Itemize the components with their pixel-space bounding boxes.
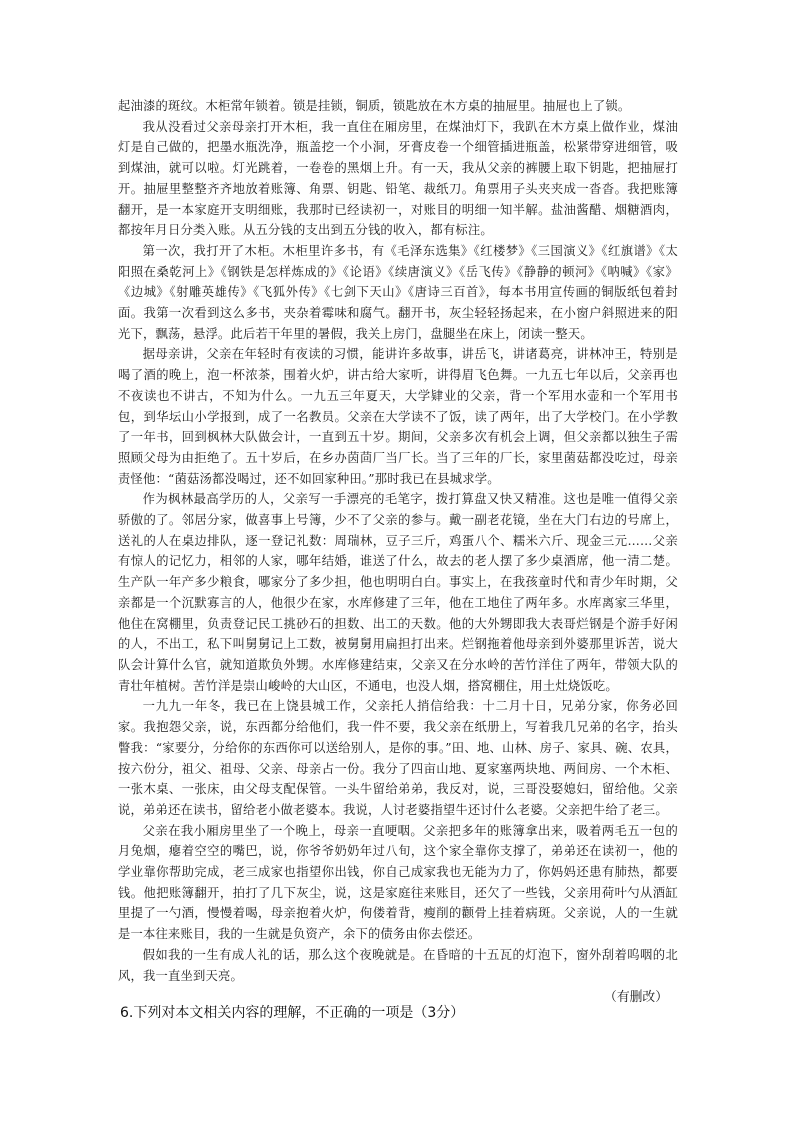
paragraph-1: 起油漆的斑纹。木柜常年锁着。锁是挂锁，铜质，锁匙放在木方桌的抽屉里。抽屉也上了锁。 (118, 99, 631, 113)
paragraph-3: 第一次，我打开了木柜。木柜里许多书，有《毛泽东选集》《红楼梦》《三国演义》《红旗谱》《太阳照在桑乾河上》《钢铁是怎样炼成的》《论语》《续唐演义》《岳飞传》《静静的顿河》《呐喊》《家》《边城》《射雕英雄传》《飞狐外传》《七剑下天山》《唐诗三百首》，每本书用宣传画的铜版纸包着封面。我第一次看到这么多书，夹杂着霉味和腐气。翻开书，灰尘轻轻扬起来，在小窗户斜照进来的阳光下，飘荡，悬浮。此后若干年里的暑假，我关上房门，盘腿坐在床上，闭读一整天。 (118, 243, 678, 341)
edit-note: （有删改） (604, 990, 668, 1006)
paragraph-6: 一九九一年冬，我已在上饶县城工作，父亲托人捎信给我：十二月十日，兄弟分家，你务必回家。我抱怨父亲，说，东西都分给他们，我一件不要，我父亲在纸册上，写着我几兄弟的名字，抬头瞥我：“家要分，分给你的东西你可以送给别人，是你的事。”田、地、山林、房子、家具、碗、农具，按六份分，祖父、祖母、父亲、母亲占一份。我分了四亩山地、夏家塞两块地、两间房、一个木柜、一张木桌、一张床，由父母支配保管。一头牛留给弟弟，我反对，说，三哥没娶媳妇，留给他。父亲说，弟弟还在读书，留给老小做老婆本。我说，人讨老婆指望牛还讨什么老婆。父亲把牛给了老三。 (118, 699, 678, 817)
paragraph-7: 父亲在我小厢房里坐了一个晚上，母亲一直哽咽。父亲把多年的账簿拿出来，吸着两毛五一包的月兔烟，瘪着空空的嘴巴，说，你爷爷奶奶年过八旬，这个家全靠你支撑了，弟弟还在读初一，他的学业靠你帮助完成，老三成家也指望你出钱，你自己成家我也无能为力了，你妈妈还患有肺热，都要钱。他把账簿翻开，拍打了几下灰尘，说，这是家庭往来账目，还欠了一些钱，父亲用荷叶勺从酒缸里提了一勺酒，慢慢着喝，母亲抱着火炉，佝偻着背，瘦削的颧骨上挂着病斑。父亲说，人的一生就是一本往来账目，我的一生就是负资产，余下的债务由你去偿还。 (118, 823, 678, 942)
document-body (118, 96, 678, 1008)
question-stem: 6.下列对本文相关内容的理解，不正确的一项是（3分） (120, 1005, 465, 1021)
paragraph-5: 作为枫林最高学历的人，父亲写一手漂亮的毛笔字，拨打算盘又快又精准。这也是唯一值得父亲骄傲的了。邻居分家，做喜事上号簿，少不了父亲的参与。戴一副老花镜，坐在大门右边的号席上，送礼的人在桌边排队，逐一登记礼数：周瑞林，豆子三斤，鸡蛋八个、糯米六斤、现金三元……父亲有惊人的记忆力，相邻的人家，哪年结婚，谁送了什么，故去的老人摆了多少桌酒席，他一清二楚。生产队一年产多少粮食，哪家分了多少担，他也明明白白。事实上，在我孩童时代和青少年时期，父亲都是一个沉默寡言的人，他很少在家，水库修建了三年，他在工地住了两年多。水库离家三华里，他住在窝棚里，负责登记民工挑砂石的担数、出工的天数。他的大外甥即我大表哥烂钢是个游手好闲的人，不出工，私下叫舅舅记上工数，被舅舅用扁担打出来。烂钢拖着他母亲到外婆那里诉苦，说大队会计算什么官，就知道欺负外甥。水库修建结束，父亲又在分水岭的苦竹洋住了两年，带领大队的青壮年植树。苦竹洋是崇山峻岭的大山区，不通电，也没人烟，搭窝棚住，用土灶烧饭吃。 (118, 492, 678, 693)
paragraph-8: 假如我的一生有成人礼的话，那么这个夜晚就是。在昏暗的十五瓦的灯泡下，窗外刮着呜咽的北风，我一直坐到天亮。 (118, 947, 678, 983)
paragraph-2: 我从没看过父亲母亲打开木柜，我一直住在厢房里，在煤油灯下，我趴在木方桌上做作业，煤油灯是自己做的，把墨水瓶洗净，瓶盖挖一个小洞，牙膏皮卷一个细管插进瓶盖，松紧带穿进细管，吸到煤油，就可以啦。灯光跳着，一卷卷的黑烟上升。有一天，我从父亲的裤腰上取下钥匙，把抽屉打开。抽屉里整整齐齐地放着账簿、角票、钥匙、铅笔、裁纸刀。角票用子头夹夹成一沓沓。我把账簿翻开，是一本家庭开支明细账，我那时已经读初一，对账目的明细一知半解。盐油酱醋、烟糖酒肉，都按年月日分类入账。从五分钱的支出到五分钱的收入，都有标注。 (118, 119, 678, 238)
paragraph-4: 据母亲讲，父亲在年轻时有夜读的习惯，能讲许多故事，讲岳飞，讲诸葛亮，讲林冲王，特别是喝了酒的晚上，泡一杯浓茶，围着火炉，讲古给大家听，讲得眉飞色舞。一九五七年以后，父亲再也不夜读也不讲古，不知为什么。一九五三年夏天，大学肄业的父亲，背一个军用水壶和一个军用书包，到华坛山小学报到，成了一名教员。父亲在大学读不了饭，读了两年，出了大学校门。在小学教了一年书，回到枫林大队做会计，一直到五十岁。期间，父亲多次有机会上调，但父亲都以独生子需照顾父母为由拒绝了。五十岁后，在乡办茵茴厂当厂长。当了三年的厂长，家里菌菇都没吃过，母亲责怪他：“菌菇汤都没喝过，还不如回家种田。”那时我已在县城求学。 (118, 347, 678, 486)
